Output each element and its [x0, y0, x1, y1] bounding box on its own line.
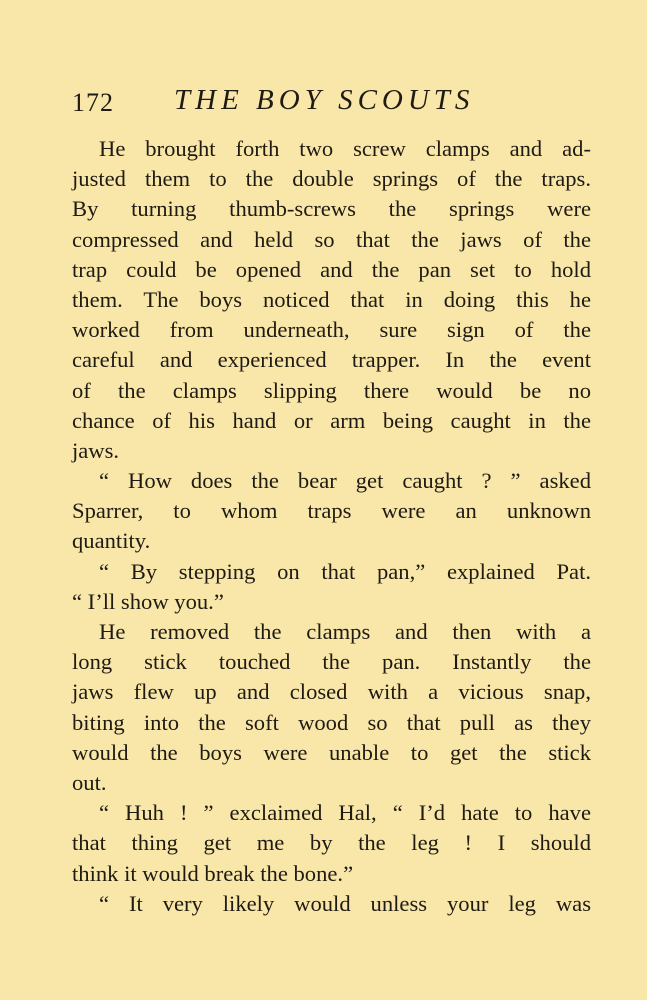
text-line: By turning thumb-screws the springs were — [72, 196, 591, 222]
text-line: biting into the soft wood so that pull as they — [72, 709, 591, 735]
text-line: “ By stepping on that pan,” explained Pat. — [99, 558, 591, 584]
text-line: them. The boys noticed that in doing this he — [72, 286, 591, 312]
body-text — [72, 134, 591, 919]
text-line: “ How does the bear get caught ? ” asked — [99, 468, 591, 494]
page-number: 172 — [72, 88, 114, 117]
text-line: He removed the clamps and then with a — [99, 619, 591, 644]
text-line: worked from underneath, sure sign of the — [72, 317, 591, 343]
text-line: out. — [72, 769, 107, 795]
text-line: He brought forth two screw clamps and ad- — [99, 136, 591, 161]
text-line: “ I’ll show you.” — [72, 588, 224, 614]
text-line: “ Huh ! ” exclaimed Hal, “ I’d hate to have — [99, 800, 591, 826]
text-line: jaws. — [72, 437, 120, 463]
running-head: THE BOY SCOUTS — [174, 84, 475, 116]
text-line: that thing get me by the leg ! I should — [72, 830, 591, 856]
text-line: trap could be opened and the pan set to hold — [72, 256, 591, 282]
text-line: careful and experienced trapper. In the event — [72, 347, 591, 373]
text-line: of the clamps slipping there would be no — [72, 377, 591, 403]
text-line: Sparrer, to whom traps were an unknown — [72, 498, 591, 524]
text-line: would the boys were unable to get the stick — [72, 739, 591, 765]
text-line: quantity. — [72, 528, 151, 554]
text-line: “ It very likely would unless your leg was — [99, 890, 591, 916]
text-line: justed them to the double springs of the traps. — [72, 166, 591, 192]
text-line: long stick touched the pan. Instantly the — [72, 649, 591, 675]
page-header — [72, 84, 592, 124]
text-line: compressed and held so that the jaws of the — [72, 226, 591, 252]
text-line: jaws flew up and closed with a vicious snap, — [72, 679, 591, 705]
text-line: chance of his hand or arm being caught in the — [72, 407, 591, 433]
text-line: think it would break the bone.” — [72, 860, 354, 886]
